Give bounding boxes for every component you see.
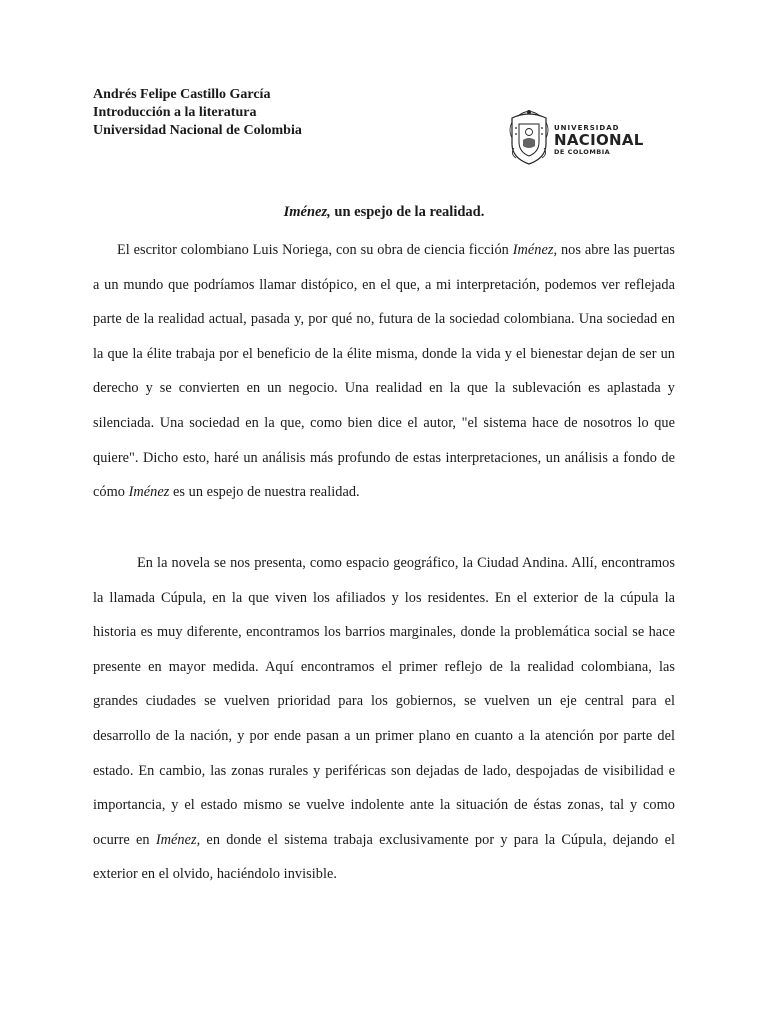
p1-seg-4: es un espejo de nuestra realidad. <box>169 484 360 501</box>
logo-line-1: UNIVERSIDAD <box>554 124 620 132</box>
title-rest: un espejo de la realidad. <box>330 204 485 220</box>
p2-seg-0: En la novela se nos presenta, como espacio geográfico, la Ciudad Andina. Allí, encontramos la llamada Cúpula, en la que viven los afiliados y los residentes. En el exterior de la cúpula la historia es muy diferente, encontramos los barrios marginales, donde la problemática social se hace presente en mayor medida. Aquí encontramos el primer reflejo de la realidad colombiana, las grandes ciudades se vuelven prioridad para los gobiernos, se vuelven un eje central para el desarrollo de la nación, y por ende pasan a un primer plano en cuanto a la atención por parte del estado. En cambio, las zonas rurales y periféricas son dejadas de lado, despojadas de visibilidad e importancia, y el estado mismo se vuelve indolente ante la situación de éstas zonas, tal y como ocurre en <box>93 555 675 848</box>
university-logo <box>508 108 644 168</box>
p2-seg-1: Iménez, <box>155 831 201 848</box>
course-name: Introducción a la literatura <box>93 105 257 120</box>
author-name: Andrés Felipe Castillo García <box>93 87 271 102</box>
coat-of-arms-icon <box>508 108 550 166</box>
p1-seg-1: Iménez, <box>512 242 558 258</box>
author-block <box>93 86 302 140</box>
institution-name: Universidad Nacional de Colombia <box>93 123 302 138</box>
title-italic: Iménez, <box>283 204 331 220</box>
p1-seg-0: El escritor colombiano Luis Noriega, con su obra de ciencia ficción <box>117 242 513 258</box>
p1-seg-3: Iménez <box>128 484 170 501</box>
logo-wordmark <box>554 124 644 156</box>
logo-line-2: NACIONAL <box>554 131 644 149</box>
document-title <box>0 203 768 221</box>
paragraph-1 <box>93 233 675 510</box>
paragraph-1-text <box>93 233 675 510</box>
p2-seg-2: en donde el sistema trabaja exclusivamente por y para la Cúpula, dejando el exterior en el olvido, haciéndolo invisible. <box>93 831 675 883</box>
p1-seg-2: nos abre las puertas a un mundo que podríamos llamar distópico, en el que, a mi interpretación, podemos ver reflejada parte de la realidad actual, pasada y, por qué no, futura de la sociedad colombiana. Una sociedad en la que la élite trabaja por el beneficio de la élite misma, donde la vida y el bienestar dejan de ser un derecho y se convierten en un negocio. Una realidad en la que la sublevación es aplastada y silenciada. Una sociedad en la que, como bien dice el autor, "el sistema hace de nosotros lo que quiere". Dicho esto, haré un análisis más profundo de estas interpretaciones, un análisis a fondo de cómo <box>93 242 675 501</box>
paragraph-2-text <box>93 546 675 892</box>
paragraph-2 <box>93 546 675 892</box>
logo-line-3: DE COLOMBIA <box>554 148 611 156</box>
